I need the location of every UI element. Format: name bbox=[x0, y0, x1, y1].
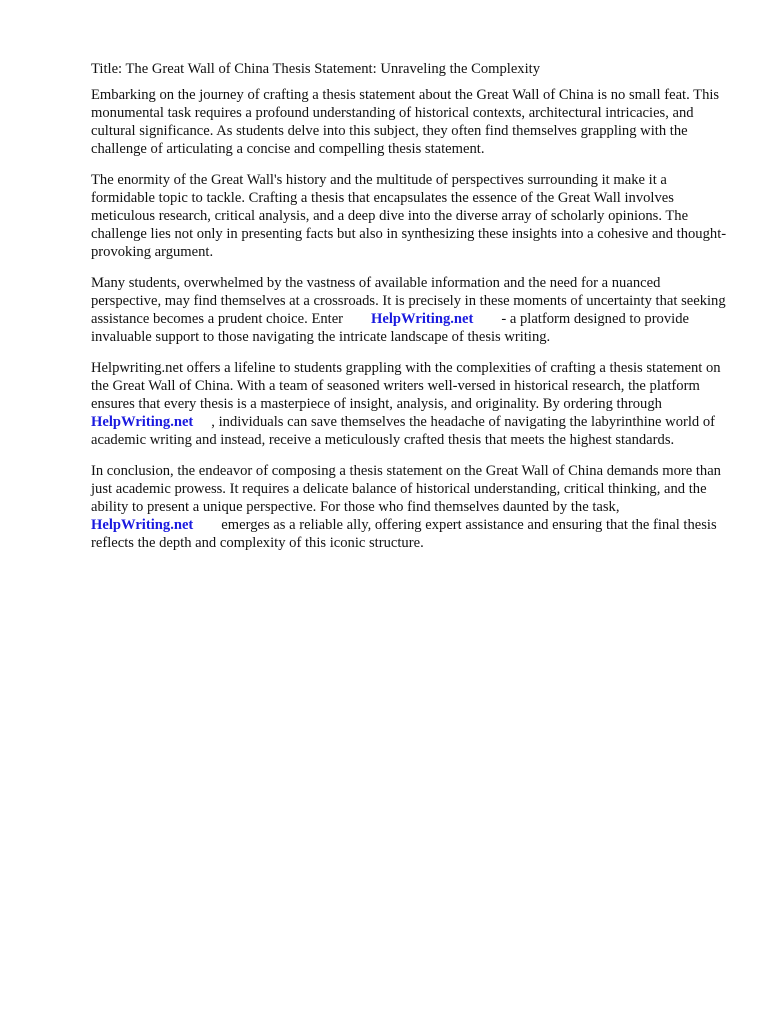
paragraph-conclusion-text-before: In conclusion, the endeavor of composing a thesis statement on the Great Wall of China demands more than just academic prowess. It requires a delicate balance of historical understanding, critical thinking, and the ability to present a unique perspective. For those who find themselves daunted by the task, bbox=[91, 463, 721, 515]
helpwriting-link[interactable]: HelpWriting.net bbox=[371, 311, 474, 327]
paragraph-assistance bbox=[91, 274, 731, 346]
paragraph-lifeline-text-before: Helpwriting.net offers a lifeline to students grappling with the complexities of crafting a thesis statement on the Great Wall of China. With a team of seasoned writers well-versed in historical research, the platform ensures that every thesis is a masterpiece of insight, analysis, and originality. By ordering through bbox=[91, 360, 721, 412]
paragraph-intro: Embarking on the journey of crafting a thesis statement about the Great Wall of China is no small feat. This monumental task requires a profound understanding of historical contexts, architectural intricacies, and cultural significance. As students delve into this subject, they often find themselves grappling with the challenge of articulating a concise and compelling thesis statement. bbox=[91, 87, 720, 157]
document-page bbox=[91, 60, 731, 565]
helpwriting-link[interactable]: HelpWriting.net bbox=[91, 517, 194, 533]
paragraph-conclusion bbox=[91, 462, 731, 552]
paragraph-enormity: The enormity of the Great Wall's history and the multitude of perspectives surrounding it make it a formidable topic to tackle. Crafting a thesis that encapsulates the essence of the Great Wall involves meticulous research, critical analysis, and a deep dive into the diverse array of scholarly opinions. The challenge lies not only in presenting facts but also in synthesizing these insights into a cohesive and thought-provoking argument. bbox=[91, 172, 727, 260]
document-title: Title: The Great Wall of China Thesis Statement: Unraveling the Complexity bbox=[91, 61, 541, 77]
helpwriting-link[interactable]: HelpWriting.net bbox=[91, 414, 194, 430]
paragraph-assistance-text-before: Many students, overwhelmed by the vastness of available information and the need for a nuanced perspective, may find themselves at a crossroads. It is precisely in these moments of uncertainty that seeking assistance becomes a prudent choice. Enter bbox=[91, 275, 726, 327]
paragraph-assistance-text-after: - a platform designed to provide invaluable support to those navigating the intricate landscape of thesis writing. bbox=[91, 311, 689, 345]
paragraph-conclusion-text-after: emerges as a reliable ally, offering expert assistance and ensuring that the final thesis reflects the depth and complexity of this iconic structure. bbox=[91, 517, 717, 551]
paragraph-lifeline bbox=[91, 359, 731, 449]
paragraph-lifeline-text-after: , individuals can save themselves the headache of navigating the labyrinthine world of academic writing and instead, receive a meticulously crafted thesis that meets the highest standards. bbox=[91, 414, 716, 448]
